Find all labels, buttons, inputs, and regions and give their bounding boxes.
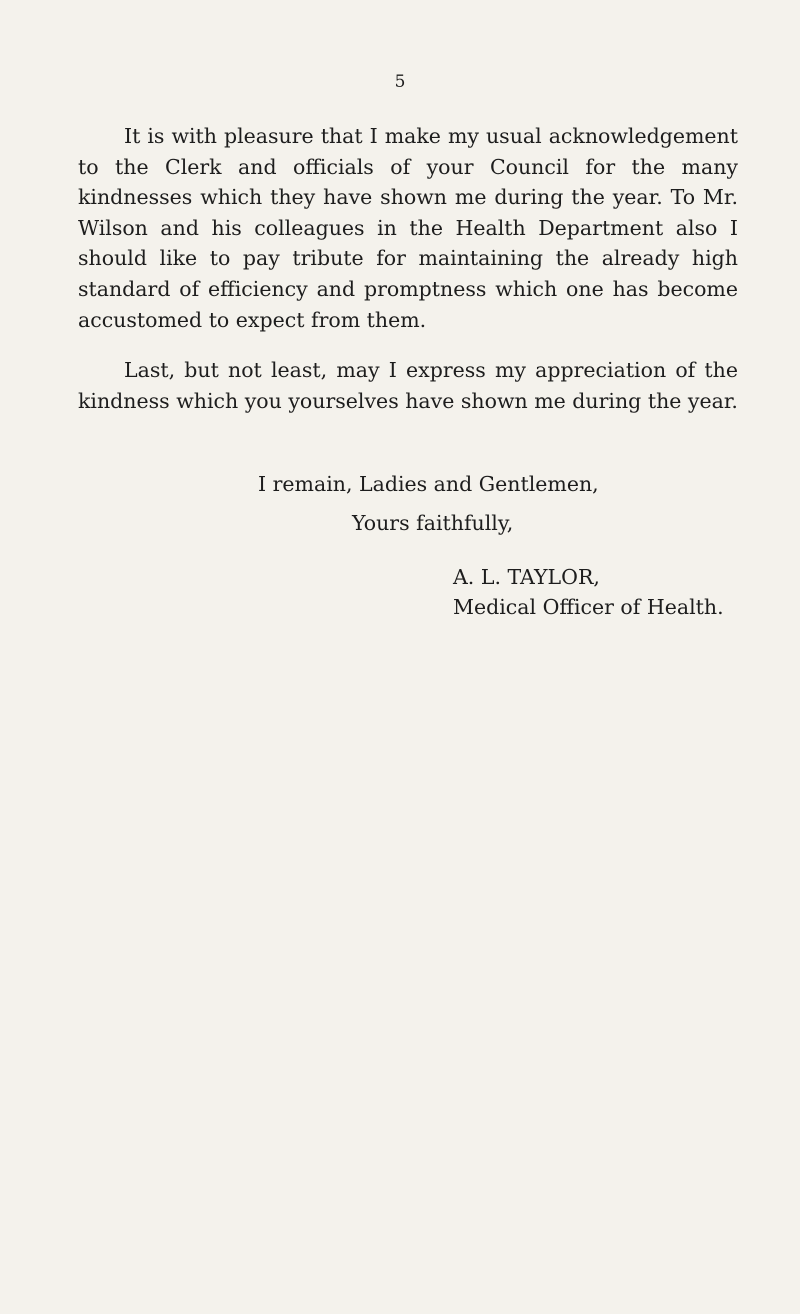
acknowledgement-paragraph: It is with pleasure that I make my usual acknowledgement to the Clerk and officials of your Council for the many kindnesses which they have shown me during the year. To Mr. Wilson and his colleagues in the Health Department also I should like to pay tribute for maintaining the already high standard of efficiency and promptness which one has become accustomed to expect from them.	[78, 124, 738, 332]
appreciation-paragraph: Last, but not least, may I express my appreciation of the kindness which you yourselves have shown me during the year.	[78, 358, 738, 413]
signatory-name: A. L. TAYLOR,	[453, 565, 600, 589]
page-number: 5	[394, 72, 406, 92]
signatory-title: Medical Officer of Health.	[453, 595, 724, 619]
closing-line: I remain, Ladies and Gentlemen,	[258, 472, 599, 496]
sign-off: Yours faithfully,	[352, 511, 514, 535]
